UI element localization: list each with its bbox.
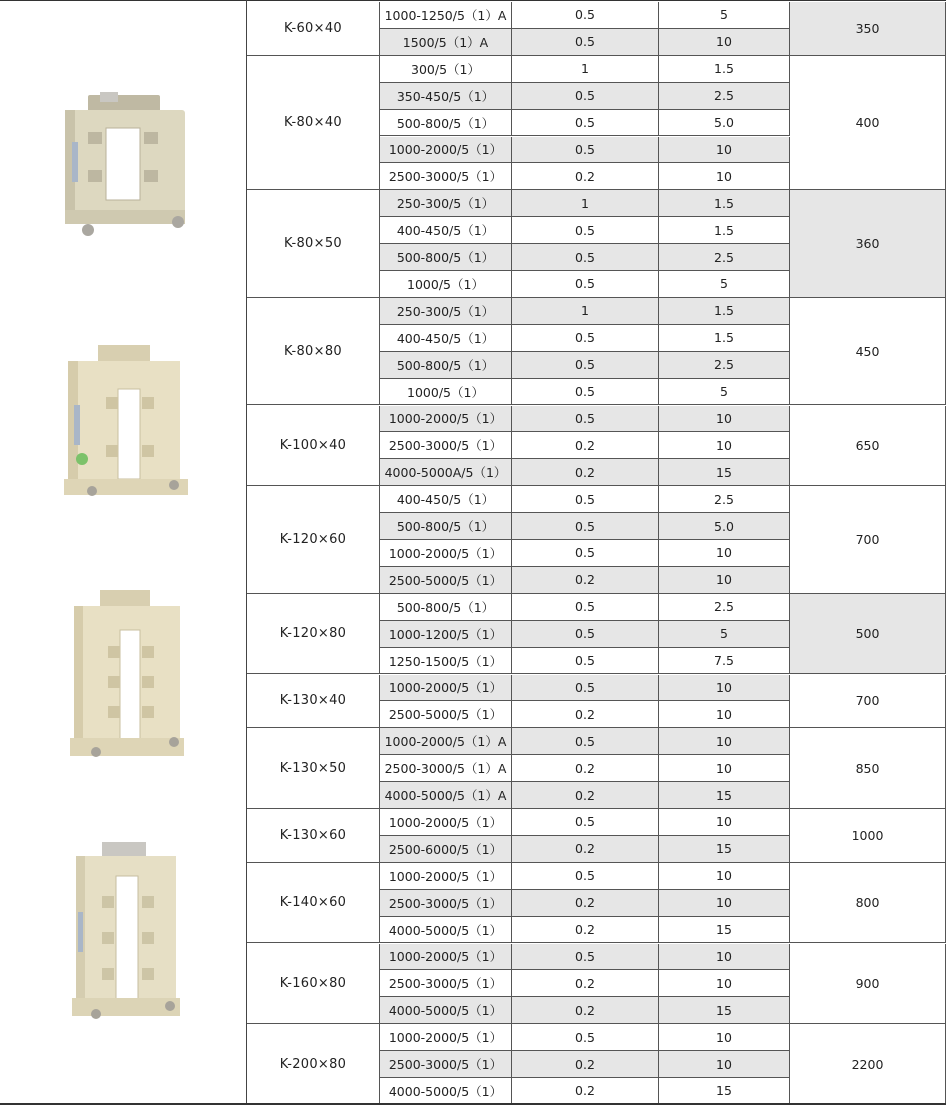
accuracy-cell: 0.5 xyxy=(512,728,659,755)
accuracy-cell: 1 xyxy=(512,190,659,217)
ratio-cell: 500-800/5（1） xyxy=(380,352,512,379)
burden-cell: 15 xyxy=(659,997,790,1024)
aperture-cell: 2200 xyxy=(790,1024,946,1105)
aperture-cell: 360 xyxy=(790,190,946,298)
ratio-cell: 1000-2000/5（1） xyxy=(380,944,512,971)
accuracy-cell: 0.5 xyxy=(512,29,659,56)
burden-cell: 5 xyxy=(659,379,790,406)
aperture-cell: 350 xyxy=(790,2,946,56)
product-image-column xyxy=(0,0,246,1104)
burden-cell: 15 xyxy=(659,917,790,944)
model-cell: K-130×60 xyxy=(247,809,380,863)
model-cell: K-80×40 xyxy=(247,56,380,191)
accuracy-cell: 0.2 xyxy=(512,1078,659,1105)
aperture-cell: 700 xyxy=(790,486,946,594)
ratio-cell: 2500-3000/5（1） xyxy=(380,970,512,997)
model-cell: K-130×40 xyxy=(247,675,380,729)
model-cell: K-140×60 xyxy=(247,863,380,944)
ratio-cell: 500-800/5（1） xyxy=(380,244,512,271)
ratio-cell: 400-450/5（1） xyxy=(380,486,512,513)
accuracy-cell: 0.5 xyxy=(512,110,659,137)
burden-cell: 10 xyxy=(659,163,790,190)
aperture-cell: 850 xyxy=(790,728,946,809)
accuracy-cell: 0.5 xyxy=(512,379,659,406)
burden-cell: 10 xyxy=(659,944,790,971)
burden-cell: 2.5 xyxy=(659,244,790,271)
burden-cell: 1.5 xyxy=(659,325,790,352)
burden-cell: 10 xyxy=(659,701,790,728)
burden-cell: 10 xyxy=(659,890,790,917)
ratio-cell: 400-450/5（1） xyxy=(380,217,512,244)
accuracy-cell: 0.2 xyxy=(512,782,659,809)
ratio-cell: 4000-5000A/5（1） xyxy=(380,459,512,486)
accuracy-cell: 0.2 xyxy=(512,1051,659,1078)
accuracy-cell: 0.5 xyxy=(512,675,659,702)
accuracy-cell: 0.5 xyxy=(512,648,659,675)
accuracy-cell: 0.2 xyxy=(512,970,659,997)
ratio-cell: 1000-2000/5（1） xyxy=(380,1024,512,1051)
aperture-cell: 800 xyxy=(790,863,946,944)
ratio-cell: 500-800/5（1） xyxy=(380,110,512,137)
ratio-cell: 1000-2000/5（1） xyxy=(380,540,512,567)
burden-cell: 15 xyxy=(659,782,790,809)
aperture-cell: 500 xyxy=(790,594,946,675)
ratio-cell: 250-300/5（1） xyxy=(380,298,512,325)
ratio-cell: 1000-2000/5（1） xyxy=(380,675,512,702)
accuracy-cell: 0.2 xyxy=(512,701,659,728)
ratio-cell: 350-450/5（1） xyxy=(380,83,512,110)
burden-cell: 15 xyxy=(659,459,790,486)
ratio-cell: 2500-3000/5（1） xyxy=(380,1051,512,1078)
accuracy-cell: 0.5 xyxy=(512,325,659,352)
transformer-photo-1 xyxy=(60,92,190,242)
accuracy-cell: 0.5 xyxy=(512,244,659,271)
burden-cell: 10 xyxy=(659,970,790,997)
burden-cell: 5.0 xyxy=(659,110,790,137)
ratio-cell: 1000/5（1） xyxy=(380,379,512,406)
model-cell: K-120×80 xyxy=(247,594,380,675)
burden-cell: 5.0 xyxy=(659,513,790,540)
ratio-cell: 2500-5000/5（1） xyxy=(380,701,512,728)
burden-cell: 2.5 xyxy=(659,486,790,513)
ratio-cell: 1000/5（1） xyxy=(380,271,512,298)
accuracy-cell: 1 xyxy=(512,298,659,325)
ratio-cell: 2500-3000/5（1）A xyxy=(380,755,512,782)
accuracy-cell: 0.5 xyxy=(512,83,659,110)
accuracy-cell: 0.5 xyxy=(512,809,659,836)
burden-cell: 10 xyxy=(659,540,790,567)
transformer-photo-3 xyxy=(70,590,185,765)
ratio-cell: 1000-2000/5（1） xyxy=(380,809,512,836)
burden-cell: 7.5 xyxy=(659,648,790,675)
burden-cell: 10 xyxy=(659,567,790,594)
ratio-cell: 1000-2000/5（1） xyxy=(380,863,512,890)
accuracy-cell: 0.5 xyxy=(512,863,659,890)
accuracy-cell: 0.2 xyxy=(512,163,659,190)
ratio-cell: 1500/5（1）A xyxy=(380,29,512,56)
aperture-cell: 650 xyxy=(790,406,946,487)
accuracy-cell: 0.5 xyxy=(512,352,659,379)
accuracy-cell: 0.5 xyxy=(512,621,659,648)
model-cell: K-200×80 xyxy=(247,1024,380,1105)
burden-cell: 15 xyxy=(659,836,790,863)
accuracy-cell: 1 xyxy=(512,56,659,83)
accuracy-cell: 0.5 xyxy=(512,540,659,567)
ratio-cell: 1000-2000/5（1）A xyxy=(380,728,512,755)
accuracy-cell: 0.5 xyxy=(512,271,659,298)
ratio-cell: 4000-5000/5（1） xyxy=(380,997,512,1024)
burden-cell: 10 xyxy=(659,29,790,56)
ratio-cell: 1000-1200/5（1） xyxy=(380,621,512,648)
burden-cell: 10 xyxy=(659,675,790,702)
accuracy-cell: 0.2 xyxy=(512,432,659,459)
burden-cell: 15 xyxy=(659,1078,790,1105)
model-cell: K-130×50 xyxy=(247,728,380,809)
model-cell: K-100×40 xyxy=(247,406,380,487)
accuracy-cell: 0.5 xyxy=(512,406,659,433)
burden-cell: 5 xyxy=(659,2,790,29)
ratio-cell: 500-800/5（1） xyxy=(380,513,512,540)
ratio-cell: 1000-2000/5（1） xyxy=(380,137,512,164)
burden-cell: 1.5 xyxy=(659,190,790,217)
ratio-cell: 1250-1500/5（1） xyxy=(380,648,512,675)
model-cell: K-60×40 xyxy=(247,2,380,56)
accuracy-cell: 0.2 xyxy=(512,997,659,1024)
accuracy-cell: 0.2 xyxy=(512,459,659,486)
aperture-cell: 900 xyxy=(790,944,946,1025)
ratio-cell: 2500-3000/5（1） xyxy=(380,890,512,917)
ratio-cell: 300/5（1） xyxy=(380,56,512,83)
burden-cell: 1.5 xyxy=(659,298,790,325)
accuracy-cell: 0.5 xyxy=(512,137,659,164)
ratio-cell: 1000-1250/5（1）A xyxy=(380,2,512,29)
burden-cell: 10 xyxy=(659,755,790,782)
burden-cell: 1.5 xyxy=(659,56,790,83)
aperture-cell: 1000 xyxy=(790,809,946,863)
transformer-photo-4 xyxy=(72,842,182,1024)
transformer-photo-2 xyxy=(62,345,192,505)
accuracy-cell: 0.2 xyxy=(512,836,659,863)
burden-cell: 10 xyxy=(659,406,790,433)
model-cell: K-120×60 xyxy=(247,486,380,594)
burden-cell: 10 xyxy=(659,1024,790,1051)
accuracy-cell: 0.5 xyxy=(512,594,659,621)
accuracy-cell: 0.5 xyxy=(512,2,659,29)
ratio-cell: 500-800/5（1） xyxy=(380,594,512,621)
accuracy-cell: 0.5 xyxy=(512,486,659,513)
burden-cell: 10 xyxy=(659,137,790,164)
accuracy-cell: 0.2 xyxy=(512,567,659,594)
burden-cell: 10 xyxy=(659,728,790,755)
burden-cell: 2.5 xyxy=(659,594,790,621)
accuracy-cell: 0.5 xyxy=(512,217,659,244)
accuracy-cell: 0.2 xyxy=(512,917,659,944)
ratio-cell: 2500-6000/5（1） xyxy=(380,836,512,863)
burden-cell: 1.5 xyxy=(659,217,790,244)
model-cell: K-80×80 xyxy=(247,298,380,406)
aperture-cell: 450 xyxy=(790,298,946,406)
model-cell: K-160×80 xyxy=(247,944,380,1025)
burden-cell: 10 xyxy=(659,432,790,459)
ratio-cell: 4000-5000/5（1） xyxy=(380,917,512,944)
accuracy-cell: 0.5 xyxy=(512,944,659,971)
ratio-cell: 400-450/5（1） xyxy=(380,325,512,352)
burden-cell: 10 xyxy=(659,1051,790,1078)
accuracy-cell: 0.2 xyxy=(512,755,659,782)
accuracy-cell: 0.5 xyxy=(512,1024,659,1051)
burden-cell: 2.5 xyxy=(659,83,790,110)
ratio-cell: 1000-2000/5（1） xyxy=(380,406,512,433)
aperture-cell: 400 xyxy=(790,56,946,191)
accuracy-cell: 0.5 xyxy=(512,513,659,540)
burden-cell: 5 xyxy=(659,621,790,648)
ratio-cell: 2500-3000/5（1） xyxy=(380,432,512,459)
table-top-border xyxy=(0,0,946,1)
ratio-cell: 4000-5000/5（1）A xyxy=(380,782,512,809)
table-bottom-border xyxy=(0,1103,946,1105)
burden-cell: 2.5 xyxy=(659,352,790,379)
ratio-cell: 4000-5000/5（1） xyxy=(380,1078,512,1105)
burden-cell: 5 xyxy=(659,271,790,298)
accuracy-cell: 0.2 xyxy=(512,890,659,917)
aperture-cell: 700 xyxy=(790,675,946,729)
ratio-cell: 250-300/5（1） xyxy=(380,190,512,217)
burden-cell: 10 xyxy=(659,809,790,836)
burden-cell: 10 xyxy=(659,863,790,890)
model-cell: K-80×50 xyxy=(247,190,380,298)
ratio-cell: 2500-5000/5（1） xyxy=(380,567,512,594)
ratio-cell: 2500-3000/5（1） xyxy=(380,163,512,190)
